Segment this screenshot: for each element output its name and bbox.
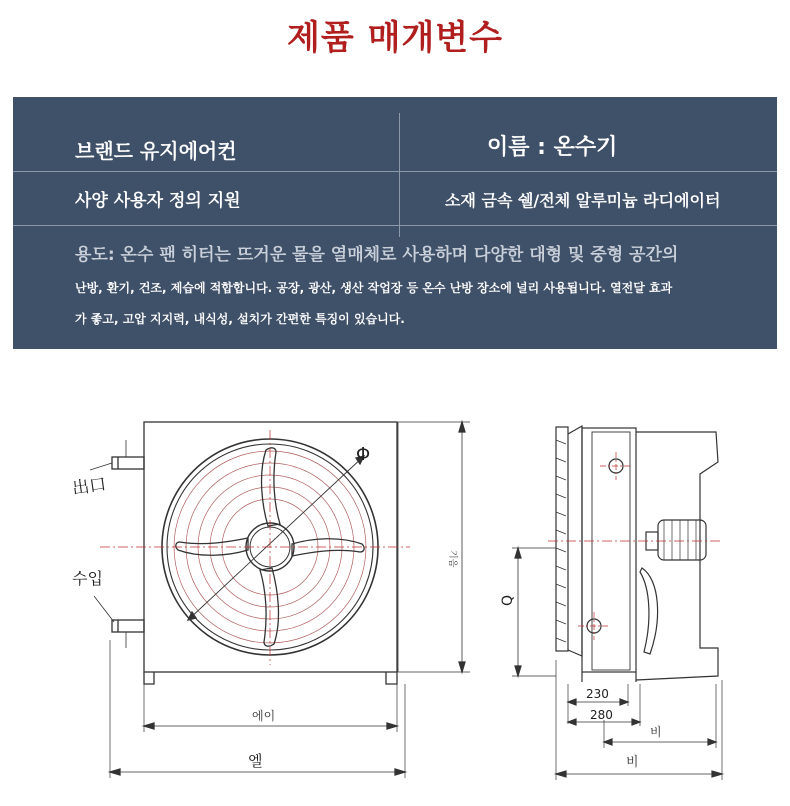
dim-280-label: 280: [590, 708, 613, 722]
name-text: 이름 : 온수기: [487, 135, 618, 160]
usage-line-1: 용도: 온수 팬 히터는 뜨거운 물을 열매체로 사용하며 다양한 대형 및 중형 공간의: [75, 245, 679, 265]
technical-drawing: [0, 356, 790, 806]
page-title: 제품 매개변수: [287, 18, 503, 58]
usage-line-3: 가 좋고, 고압 지지력, 내식성, 설치가 간편한 특징이 있습니다.: [75, 312, 405, 326]
inlet-label: 수입: [72, 569, 103, 588]
divider-2: [13, 225, 777, 226]
height-label: 기음: [447, 550, 457, 568]
divider-1: [13, 171, 777, 172]
side-view: [512, 426, 722, 780]
side-b2-label: 비: [626, 755, 639, 770]
inner-width-label: 에이: [252, 709, 276, 723]
divider-vertical: [399, 113, 400, 237]
brand-text: 브랜드 유지에어컨: [75, 139, 237, 163]
usage-block: [75, 240, 775, 327]
front-view: [90, 422, 470, 778]
outlet-label: 出口: [71, 474, 108, 500]
phi-label: Φ: [356, 444, 371, 465]
usage-line-2: 난방, 환기, 건조, 제습에 적합합니다. 공장, 광산, 생산 작업장 등 온수 난방 장소에 널리 사용됩니다. 열전달 효과: [75, 281, 673, 295]
side-b-label: 비: [650, 725, 662, 739]
custom-text: 사양 사용자 정의 지원: [75, 191, 241, 211]
side-q-label: Q: [500, 594, 516, 606]
material-text: 소재 금속 쉘/전체 알루미늄 라디에이터: [445, 191, 721, 210]
outer-width-label: 엘: [248, 752, 263, 770]
spec-panel: [13, 97, 777, 349]
dim-230-label: 230: [586, 687, 609, 701]
